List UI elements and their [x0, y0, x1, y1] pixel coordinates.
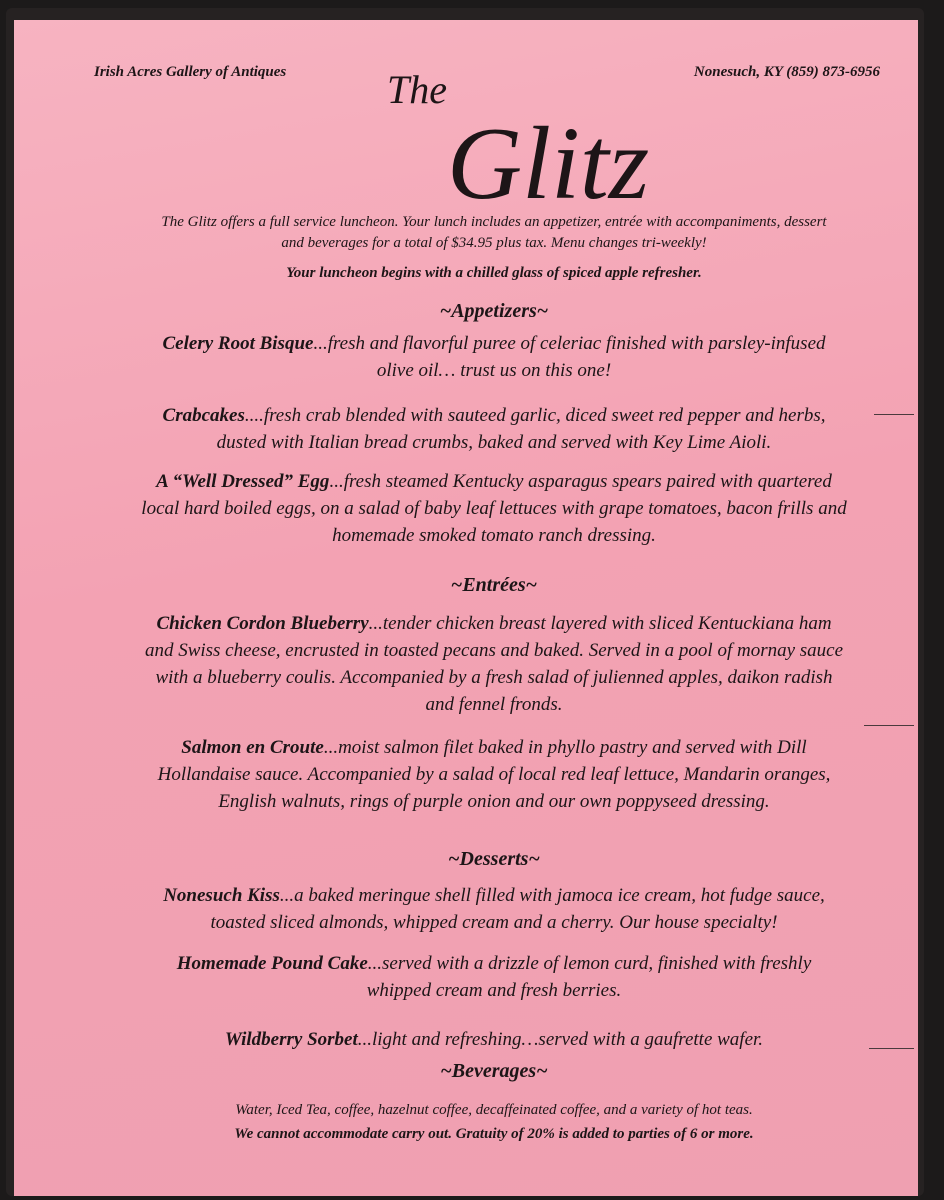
desserts-heading: ~Desserts~	[448, 848, 540, 870]
item-sep: ...	[367, 953, 383, 974]
item-desc: Hollandaise sauce. Accompanied by a salad of local red leaf lettuce, Mandarin oranges,	[157, 764, 831, 785]
item-desc: moist salmon filet baked in phyllo pastry and served with Dill	[338, 737, 807, 758]
beverages-list: Water, Iced Tea, coffee, hazelnut coffee, decaffeinated coffee, and a variety of hot teas.	[235, 1102, 753, 1118]
appetizer-celery-root-bisque	[64, 330, 924, 384]
logo-the: The	[387, 67, 447, 112]
item-desc: olive oil… trust us on this one!	[376, 360, 612, 381]
entree-chicken-cordon-blueberry	[64, 610, 924, 718]
item-name: Wildberry Sorbet	[224, 1029, 358, 1050]
item-name: Salmon en Croute	[181, 737, 324, 758]
entree-salmon-en-croute	[64, 734, 924, 815]
policy-note: We cannot accommodate carry out. Gratuity of 20% is added to parties of 6 or more.	[234, 1126, 754, 1142]
item-desc: English walnuts, rings of purple onion and our own poppyseed dressing.	[218, 791, 770, 812]
logo-glitz: Glitz	[447, 106, 650, 221]
item-desc: tender chicken breast layered with sliced Kentuckiana ham	[382, 613, 832, 634]
item-desc: and fennel fronds.	[425, 694, 563, 715]
item-name: Chicken Cordon Blueberry	[156, 613, 369, 634]
item-sep: ...	[323, 737, 339, 758]
item-name: Crabcakes	[162, 405, 245, 426]
menu-sheet	[14, 20, 918, 1196]
appetizer-crabcakes	[64, 402, 924, 456]
item-name: Celery Root Bisque	[162, 333, 314, 354]
item-desc: a baked meringue shell filled with jamoca ice cream, hot fudge sauce,	[294, 885, 825, 906]
item-desc: local hard boiled eggs, on a salad of baby leaf lettuces with grape tomatoes, bacon frills and	[141, 498, 847, 519]
item-desc: fresh crab blended with sauteed garlic, diced sweet red pepper and herbs,	[263, 405, 826, 426]
location-phone: Nonesuch, KY (859) 873-6956	[693, 64, 880, 80]
appetizers-heading: ~Appetizers~	[439, 300, 549, 322]
intro-line-2: and beverages for a total of $34.95 plus tax. Menu changes tri-weekly!	[281, 235, 707, 251]
dessert-nonesuch-kiss	[64, 882, 924, 936]
item-name: Homemade Pound Cake	[176, 953, 368, 974]
entrees-heading: ~Entrées~	[450, 574, 538, 596]
item-name: Nonesuch Kiss	[163, 885, 280, 906]
intro-line-1: The Glitz offers a full service luncheon. Your lunch includes an appetizer, entrée with accompaniments, dessert	[161, 214, 827, 230]
item-desc: toasted sliced almonds, whipped cream and a cherry. Our house specialty!	[210, 912, 778, 933]
divider	[874, 414, 914, 415]
item-sep: ...	[368, 613, 383, 634]
dessert-wildberry-sorbet	[64, 1026, 924, 1053]
glitz-logo	[369, 48, 650, 228]
item-desc: light and refreshing…served with a gaufrette wafer.	[372, 1029, 764, 1050]
item-sep: ...	[329, 471, 344, 492]
divider	[864, 725, 914, 726]
dessert-pound-cake	[64, 950, 924, 1004]
item-sep: ....	[244, 405, 264, 426]
divider	[869, 1048, 914, 1049]
item-sep: ...	[313, 333, 328, 354]
item-desc: fresh and flavorful puree of celeriac finished with parsley-infused	[327, 333, 826, 354]
item-desc: whipped cream and fresh berries.	[366, 980, 622, 1001]
lead-text: Your luncheon begins with a chilled glass of spiced apple refresher.	[286, 265, 702, 281]
item-desc: fresh steamed Kentucky asparagus spears paired with quartered	[343, 471, 832, 492]
item-name: A “Well Dressed” Egg	[156, 471, 330, 492]
item-sep: ...	[357, 1029, 372, 1050]
item-desc: with a blueberry coulis. Accompanied by a fresh salad of julienned apples, daikon radish	[155, 667, 833, 688]
beverages-heading: ~Beverages~	[440, 1060, 548, 1082]
item-desc: served with a drizzle of lemon curd, finished with freshly	[382, 953, 812, 974]
item-desc: and Swiss cheese, encrusted in toasted pecans and baked. Served in a pool of mornay sauce	[144, 640, 844, 661]
item-desc: dusted with Italian bread crumbs, baked and served with Key Lime Aioli.	[216, 432, 772, 453]
item-sep: ...	[279, 885, 295, 906]
item-desc: homemade smoked tomato ranch dressing.	[332, 525, 656, 546]
gallery-name: Irish Acres Gallery of Antiques	[94, 64, 287, 80]
appetizer-well-dressed-egg	[64, 468, 924, 549]
intro-text	[84, 212, 904, 254]
